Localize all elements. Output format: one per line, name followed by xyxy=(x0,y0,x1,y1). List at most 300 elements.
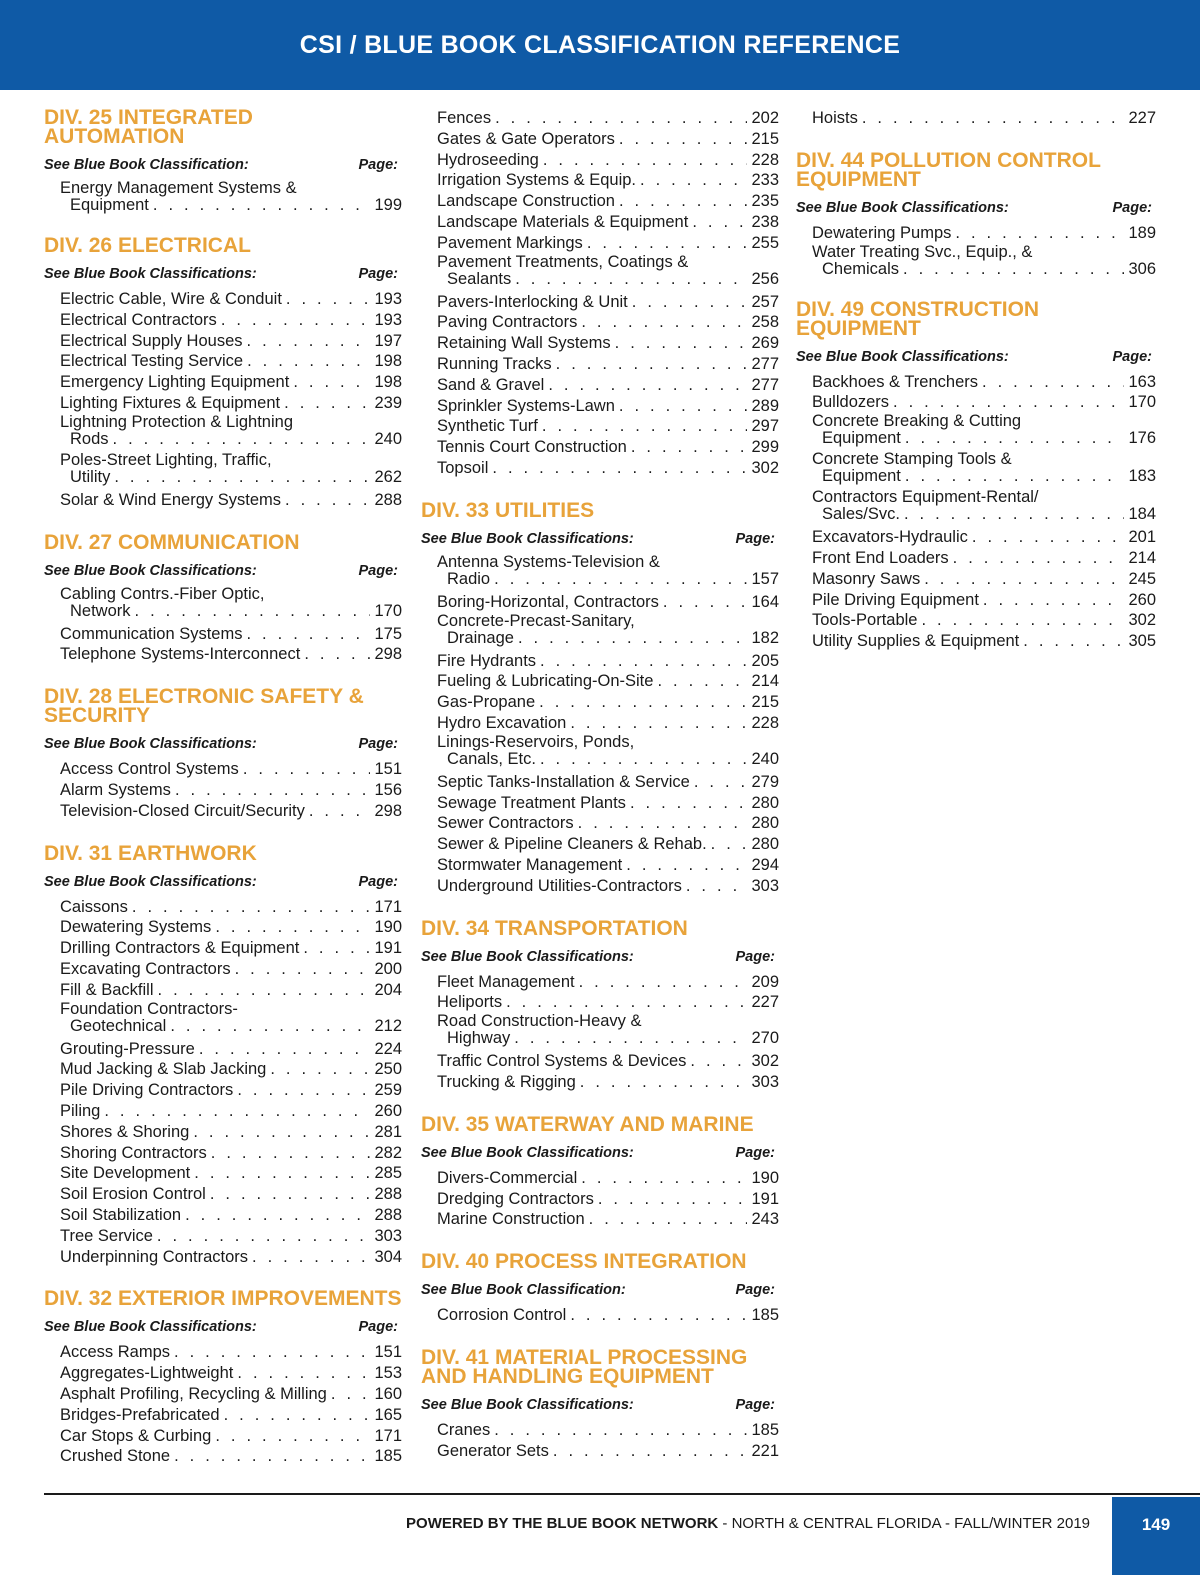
entry-label: Sand & Gravel xyxy=(437,375,545,394)
entry-label: Fill & Backfill xyxy=(60,980,154,999)
division-heading xyxy=(44,1287,402,1311)
division-heading-line: DIV. 27 COMMUNICATION xyxy=(44,530,300,554)
dot-leader xyxy=(539,692,747,713)
classification-entry xyxy=(437,170,779,191)
classification-entry xyxy=(60,180,402,214)
entry-label: Retaining Wall Systems xyxy=(437,334,611,353)
division-heading xyxy=(421,916,779,940)
classification-entry xyxy=(812,372,1156,393)
division-section xyxy=(796,108,1156,129)
entry-label: Excavators-Hydraulic xyxy=(812,528,968,547)
classification-entry xyxy=(437,1168,779,1189)
classification-entry xyxy=(60,1426,402,1447)
classification-list xyxy=(60,897,402,1268)
entry-label: Gates & Gate Operators xyxy=(437,129,615,148)
entry-label: Bridges-Prefabricated xyxy=(60,1405,220,1424)
division-section xyxy=(421,498,779,897)
classification-header xyxy=(421,1281,779,1299)
dot-leader xyxy=(570,713,747,734)
entry-label: Caissons xyxy=(60,897,128,916)
entry-page-number: 255 xyxy=(751,233,779,252)
entry-page-number: 282 xyxy=(374,1143,402,1162)
classification-entry xyxy=(60,1163,402,1184)
classification-list xyxy=(437,1168,779,1230)
entry-label: Soil Erosion Control xyxy=(60,1185,206,1204)
entry-page-number: 260 xyxy=(1128,590,1156,609)
dot-leader xyxy=(663,592,748,613)
entry-label: Energy Management Systems & xyxy=(60,179,297,197)
classification-entry xyxy=(60,1205,402,1226)
entry-page-number: 243 xyxy=(751,1210,779,1229)
entry-label-continued xyxy=(60,197,402,214)
column-1 xyxy=(44,108,402,1489)
dot-leader xyxy=(284,393,370,414)
classification-entry xyxy=(60,897,402,918)
entry-label: Asphalt Profiling, Recycling & Milling xyxy=(60,1384,327,1403)
entry-page-number: 214 xyxy=(1128,548,1156,567)
dot-leader xyxy=(581,312,747,333)
entry-page-number: 215 xyxy=(751,693,779,712)
entry-label-continued xyxy=(60,603,402,620)
classification-entry xyxy=(437,1420,779,1441)
division-section xyxy=(796,297,1156,652)
page-column-label: Page: xyxy=(358,873,398,890)
entry-label: Pile Driving Equipment xyxy=(812,590,979,609)
division-heading-line: DIV. 26 ELECTRICAL xyxy=(44,234,251,257)
entry-label: Sewage Treatment Plants xyxy=(437,793,626,812)
division-section xyxy=(421,108,779,479)
classification-entry xyxy=(437,1013,779,1047)
entry-label-continued xyxy=(812,261,1156,278)
entry-page-number: 245 xyxy=(1128,569,1156,588)
classification-entry xyxy=(60,1405,402,1426)
division-heading-line: DIV. 28 ELECTRONIC SAFETY & xyxy=(44,685,364,709)
classification-header xyxy=(44,735,402,753)
entry-page-number: 193 xyxy=(374,310,402,329)
entry-page-number: 227 xyxy=(1128,109,1156,127)
page-column-label: Page: xyxy=(735,530,775,547)
classification-entry xyxy=(812,392,1156,413)
classification-entry xyxy=(437,1189,779,1210)
dot-leader xyxy=(211,1143,371,1164)
page-column-label: Page: xyxy=(358,736,398,753)
entry-page-number: 153 xyxy=(374,1364,402,1383)
classification-entry xyxy=(60,644,402,665)
classification-entry xyxy=(60,1039,402,1060)
dot-leader xyxy=(158,980,371,1001)
entry-label-line2: Geotechnical xyxy=(70,1016,167,1035)
dot-leader xyxy=(515,271,747,288)
dot-leader xyxy=(579,972,748,993)
dot-leader xyxy=(135,603,371,620)
dot-leader xyxy=(619,396,748,417)
entry-label: Front End Loaders xyxy=(812,548,949,567)
dot-leader xyxy=(619,191,748,212)
classification-entry xyxy=(60,1080,402,1101)
classification-header xyxy=(44,873,402,891)
page-column-label: Page: xyxy=(358,266,398,282)
entry-label: Antenna Systems-Television & xyxy=(437,552,660,571)
division-section xyxy=(44,530,402,666)
dot-leader xyxy=(237,1363,370,1384)
classification-entry xyxy=(60,759,402,780)
dot-leader xyxy=(690,1051,747,1072)
division-section xyxy=(421,1112,779,1230)
entry-label: Contractors Equipment-Rental/ xyxy=(812,488,1039,507)
dot-leader xyxy=(598,1189,748,1210)
entry-page-number: 277 xyxy=(751,375,779,394)
division-heading xyxy=(44,841,402,865)
classification-entry xyxy=(437,1305,779,1326)
entry-label-line2: Chemicals xyxy=(822,259,900,278)
entry-page-number: 262 xyxy=(374,467,402,486)
entry-label-line2: Rods xyxy=(70,429,109,448)
entry-label: Concrete-Precast-Sanitary, xyxy=(437,611,635,630)
classification-entry xyxy=(437,876,779,897)
dot-leader xyxy=(270,1059,370,1080)
entry-page-number: 193 xyxy=(374,290,402,308)
classification-header xyxy=(796,199,1156,217)
dot-leader xyxy=(514,1030,747,1047)
classification-entry xyxy=(437,992,779,1013)
dot-leader xyxy=(518,630,748,647)
dot-leader xyxy=(615,333,748,354)
entry-page-number: 304 xyxy=(374,1247,402,1266)
entry-label: Pile Driving Contractors xyxy=(60,1081,234,1100)
classification-entry xyxy=(437,651,779,672)
dot-leader xyxy=(170,1018,370,1035)
entry-page-number: 258 xyxy=(751,313,779,332)
classification-entry xyxy=(60,1184,402,1205)
page-column-label: Page: xyxy=(735,1282,775,1299)
entry-label: Lighting Fixtures & Equipment xyxy=(60,393,281,412)
entry-label: Marine Construction xyxy=(437,1210,585,1229)
classification-header xyxy=(421,1396,779,1414)
see-classification-label: See Blue Book Classification: xyxy=(421,1282,626,1299)
classification-entry xyxy=(437,129,779,150)
column-3 xyxy=(796,108,1156,674)
classification-header xyxy=(44,156,402,174)
page-column-label: Page: xyxy=(358,157,398,173)
entry-page-number: 170 xyxy=(374,601,402,620)
entry-label: Boring-Horizontal, Contractors xyxy=(437,592,659,611)
entry-label-line2: Equipment xyxy=(822,429,901,448)
entry-page-number: 303 xyxy=(374,1226,402,1245)
entry-label-line2: Canals, Etc. xyxy=(447,749,536,768)
entry-page-number: 215 xyxy=(751,129,779,148)
entry-label: Soil Stabilization xyxy=(60,1205,182,1224)
entry-page-number: 250 xyxy=(374,1060,402,1079)
entry-label-continued xyxy=(60,1018,402,1035)
entry-label: Lightning Protection & Lightning xyxy=(60,412,293,431)
division-section xyxy=(421,1252,779,1326)
entry-page-number: 198 xyxy=(374,373,402,392)
entry-page-number: 257 xyxy=(751,292,779,311)
entry-label: Heliports xyxy=(437,993,503,1012)
classification-list xyxy=(812,108,1156,129)
entry-label-continued xyxy=(60,469,402,486)
dot-leader xyxy=(113,431,371,448)
entry-label: Masonry Saws xyxy=(812,569,921,588)
dot-leader xyxy=(215,917,370,938)
entry-label: Poles-Street Lighting, Traffic, xyxy=(60,450,272,469)
entry-page-number: 289 xyxy=(751,396,779,415)
see-classification-label: See Blue Book Classifications: xyxy=(421,530,634,547)
see-classification-label: See Blue Book Classifications: xyxy=(796,199,1009,216)
classification-list xyxy=(437,1420,779,1462)
classification-entry xyxy=(60,1342,402,1363)
see-classification-label: See Blue Book Classifications: xyxy=(421,1396,634,1413)
entry-label: Dewatering Systems xyxy=(60,918,212,937)
division-heading xyxy=(44,530,402,554)
entry-label-continued xyxy=(437,1030,779,1047)
dot-leader xyxy=(331,1384,371,1405)
entry-label: Telephone Systems-Interconnect xyxy=(60,645,301,664)
entry-page-number: 163 xyxy=(1128,372,1156,391)
dot-leader xyxy=(194,1163,370,1184)
dot-leader xyxy=(237,1080,370,1101)
entry-label: Running Tracks xyxy=(437,354,552,373)
classification-entry xyxy=(60,1143,402,1164)
classification-entry xyxy=(60,331,402,352)
entry-page-number: 202 xyxy=(751,109,779,127)
entry-label: Traffic Control Systems & Devices xyxy=(437,1052,687,1071)
entry-page-number: 227 xyxy=(751,993,779,1012)
entry-label: Mud Jacking & Slab Jacking xyxy=(60,1060,267,1079)
entry-label: Irrigation Systems & Equip. xyxy=(437,171,636,190)
dot-leader xyxy=(303,938,370,959)
dot-leader xyxy=(548,375,747,396)
division-section xyxy=(44,687,402,821)
classification-entry xyxy=(437,793,779,814)
classification-header xyxy=(44,1318,402,1336)
dot-leader xyxy=(243,759,371,780)
classification-entry xyxy=(60,1226,402,1247)
classification-entry xyxy=(437,972,779,993)
entry-label: Backhoes & Trenchers xyxy=(812,372,978,391)
entry-label: Hoists xyxy=(812,109,858,127)
footer-text xyxy=(0,1515,1090,1532)
division-heading xyxy=(421,1112,779,1136)
classification-entry xyxy=(437,191,779,212)
dot-leader xyxy=(924,569,1124,590)
entry-page-number: 285 xyxy=(374,1164,402,1183)
dot-leader xyxy=(286,289,371,310)
dot-leader xyxy=(921,610,1124,631)
classification-entry xyxy=(437,416,779,437)
entry-page-number: 288 xyxy=(374,1185,402,1204)
entry-label: Underpinning Contractors xyxy=(60,1247,249,1266)
dot-leader xyxy=(174,1446,370,1467)
entry-page-number: 235 xyxy=(751,192,779,211)
footer-brand: POWERED BY THE BLUE BOOK NETWORK xyxy=(406,1515,719,1532)
entry-label: Utility Supplies & Equipment xyxy=(812,632,1020,651)
entry-label: Tennis Court Construction xyxy=(437,438,627,457)
dot-leader xyxy=(619,129,748,150)
page-number: 149 xyxy=(1141,1515,1171,1534)
dot-leader xyxy=(304,644,370,665)
classification-entry xyxy=(812,527,1156,548)
classification-entry xyxy=(437,333,779,354)
dot-leader xyxy=(657,671,747,692)
classification-entry xyxy=(437,1441,779,1462)
entry-label: Pavement Markings xyxy=(437,233,583,252)
page-column-label: Page: xyxy=(1112,348,1152,365)
classification-entry xyxy=(60,1059,402,1080)
entry-label: Piling xyxy=(60,1101,101,1120)
entry-label: Trucking & Rigging xyxy=(437,1072,576,1091)
dot-leader xyxy=(955,223,1124,244)
classification-entry xyxy=(60,917,402,938)
division-heading-line: DIV. 32 EXTERIOR IMPROVEMENTS xyxy=(44,1287,402,1311)
division-heading-line: DIV. 44 POLLUTION CONTROL xyxy=(796,148,1101,172)
dot-leader xyxy=(293,372,370,393)
division-heading-line: EQUIPMENT xyxy=(796,316,921,340)
classification-entry xyxy=(812,413,1156,447)
dot-leader xyxy=(581,1168,747,1189)
entry-label: Access Ramps xyxy=(60,1343,171,1362)
classification-entry xyxy=(812,548,1156,569)
entry-label: Hydro Excavation xyxy=(437,713,567,732)
entry-label: Pavers-Interlocking & Unit xyxy=(437,292,628,311)
division-section xyxy=(421,1345,779,1462)
entry-label: Tools-Portable xyxy=(812,611,918,630)
division-heading-line: DIV. 33 UTILITIES xyxy=(421,498,595,522)
classification-entry xyxy=(812,489,1156,523)
division-heading-line: DIV. 25 INTEGRATED xyxy=(44,106,253,129)
dot-leader xyxy=(132,897,371,918)
dot-leader xyxy=(630,793,748,814)
entry-label-line2: Equipment xyxy=(70,196,149,214)
division-heading xyxy=(44,685,402,728)
entry-label: Pavement Treatments, Coatings & xyxy=(437,252,689,271)
entry-page-number: 221 xyxy=(751,1441,779,1460)
entry-page-number: 280 xyxy=(751,814,779,833)
classification-entry xyxy=(60,289,402,310)
entry-label: Fleet Management xyxy=(437,972,575,991)
dot-leader xyxy=(893,392,1124,413)
entry-label: Divers-Commercial xyxy=(437,1168,578,1187)
classification-list xyxy=(437,972,779,1093)
classification-entry xyxy=(60,938,402,959)
classification-entry xyxy=(60,310,402,331)
classification-entry xyxy=(812,108,1156,129)
dot-leader xyxy=(587,233,748,254)
classification-entry xyxy=(437,437,779,458)
classification-entry xyxy=(812,569,1156,590)
dot-leader xyxy=(580,1072,748,1093)
entry-label: Alarm Systems xyxy=(60,780,171,799)
classification-list xyxy=(60,289,402,511)
classification-entry xyxy=(437,713,779,734)
entry-page-number: 160 xyxy=(374,1384,402,1403)
see-classification-label: See Blue Book Classifications: xyxy=(421,1144,634,1161)
footer-rule xyxy=(44,1493,1200,1495)
dot-leader xyxy=(247,351,370,372)
entry-label: Crushed Stone xyxy=(60,1447,171,1466)
entry-label: Water Treating Svc., Equip., & xyxy=(812,242,1033,261)
classification-entry xyxy=(437,834,779,855)
entry-label: Communication Systems xyxy=(60,624,243,643)
classification-list xyxy=(437,1305,779,1326)
entry-label-line2: Radio xyxy=(447,569,491,588)
entry-page-number: 297 xyxy=(751,417,779,436)
dot-leader xyxy=(495,108,747,129)
dot-leader xyxy=(904,506,1125,523)
dot-leader xyxy=(972,527,1125,548)
classification-entry xyxy=(60,801,402,822)
classification-entry xyxy=(437,554,779,588)
entry-label: Emergency Lighting Equipment xyxy=(60,373,290,392)
classification-header xyxy=(421,1144,779,1162)
entry-label: Fire Hydrants xyxy=(437,651,537,670)
entry-label-line2: Sales/Svc. xyxy=(822,505,900,524)
classification-entry xyxy=(812,610,1156,631)
entry-page-number: 233 xyxy=(751,171,779,190)
entry-page-number: 259 xyxy=(374,1081,402,1100)
entry-page-number: 288 xyxy=(374,1205,402,1224)
see-classification-label: See Blue Book Classifications: xyxy=(44,1319,257,1336)
classification-entry xyxy=(60,959,402,980)
dot-leader xyxy=(540,751,748,768)
entry-label-continued xyxy=(60,431,402,448)
entry-label: Foundation Contractors- xyxy=(60,999,238,1018)
classification-entry xyxy=(60,1247,402,1268)
entry-label-line2: Equipment xyxy=(822,467,901,486)
dot-leader xyxy=(104,1101,370,1122)
entry-page-number: 277 xyxy=(751,354,779,373)
entry-page-number: 306 xyxy=(1128,259,1156,278)
entry-page-number: 270 xyxy=(751,1029,779,1048)
dot-leader xyxy=(553,1441,748,1462)
classification-list xyxy=(437,108,779,479)
classification-entry xyxy=(60,452,402,486)
dot-leader xyxy=(862,108,1125,129)
division-heading-line: DIV. 40 PROCESS INTEGRATION xyxy=(421,1250,747,1274)
entry-page-number: 260 xyxy=(374,1101,402,1120)
entry-label: Bulldozers xyxy=(812,393,890,412)
division-heading-line: DIV. 41 MATERIAL PROCESSING xyxy=(421,1345,748,1369)
entry-label: Concrete Stamping Tools & xyxy=(812,450,1012,469)
entry-page-number: 170 xyxy=(1128,393,1156,412)
dot-leader xyxy=(556,354,748,375)
entry-label: Fences xyxy=(437,109,492,127)
entry-page-number: 189 xyxy=(1128,223,1156,242)
dot-leader xyxy=(210,1184,371,1205)
division-heading-line: DIV. 34 TRANSPORTATION xyxy=(421,916,688,940)
division-heading-line: SECURITY xyxy=(44,704,151,728)
entry-page-number: 224 xyxy=(374,1039,402,1058)
classification-list xyxy=(812,372,1156,652)
entry-page-number: 191 xyxy=(751,1189,779,1208)
classification-entry xyxy=(437,1072,779,1093)
entry-page-number: 294 xyxy=(751,855,779,874)
entry-page-number: 199 xyxy=(374,196,402,214)
entry-label: Septic Tanks-Installation & Service xyxy=(437,772,690,791)
dot-leader xyxy=(224,1405,371,1426)
classification-entry xyxy=(437,592,779,613)
dot-leader xyxy=(626,855,747,876)
entry-label: Shoring Contractors xyxy=(60,1143,207,1162)
entry-label-continued xyxy=(812,506,1156,523)
classification-entry xyxy=(60,490,402,511)
entry-page-number: 151 xyxy=(374,1343,402,1362)
entry-label: Television-Closed Circuit/Security xyxy=(60,801,305,820)
entry-label-line2: Network xyxy=(70,601,131,620)
see-classification-label: See Blue Book Classifications: xyxy=(421,948,634,965)
entry-page-number: 171 xyxy=(374,1426,402,1445)
classification-entry xyxy=(437,312,779,333)
